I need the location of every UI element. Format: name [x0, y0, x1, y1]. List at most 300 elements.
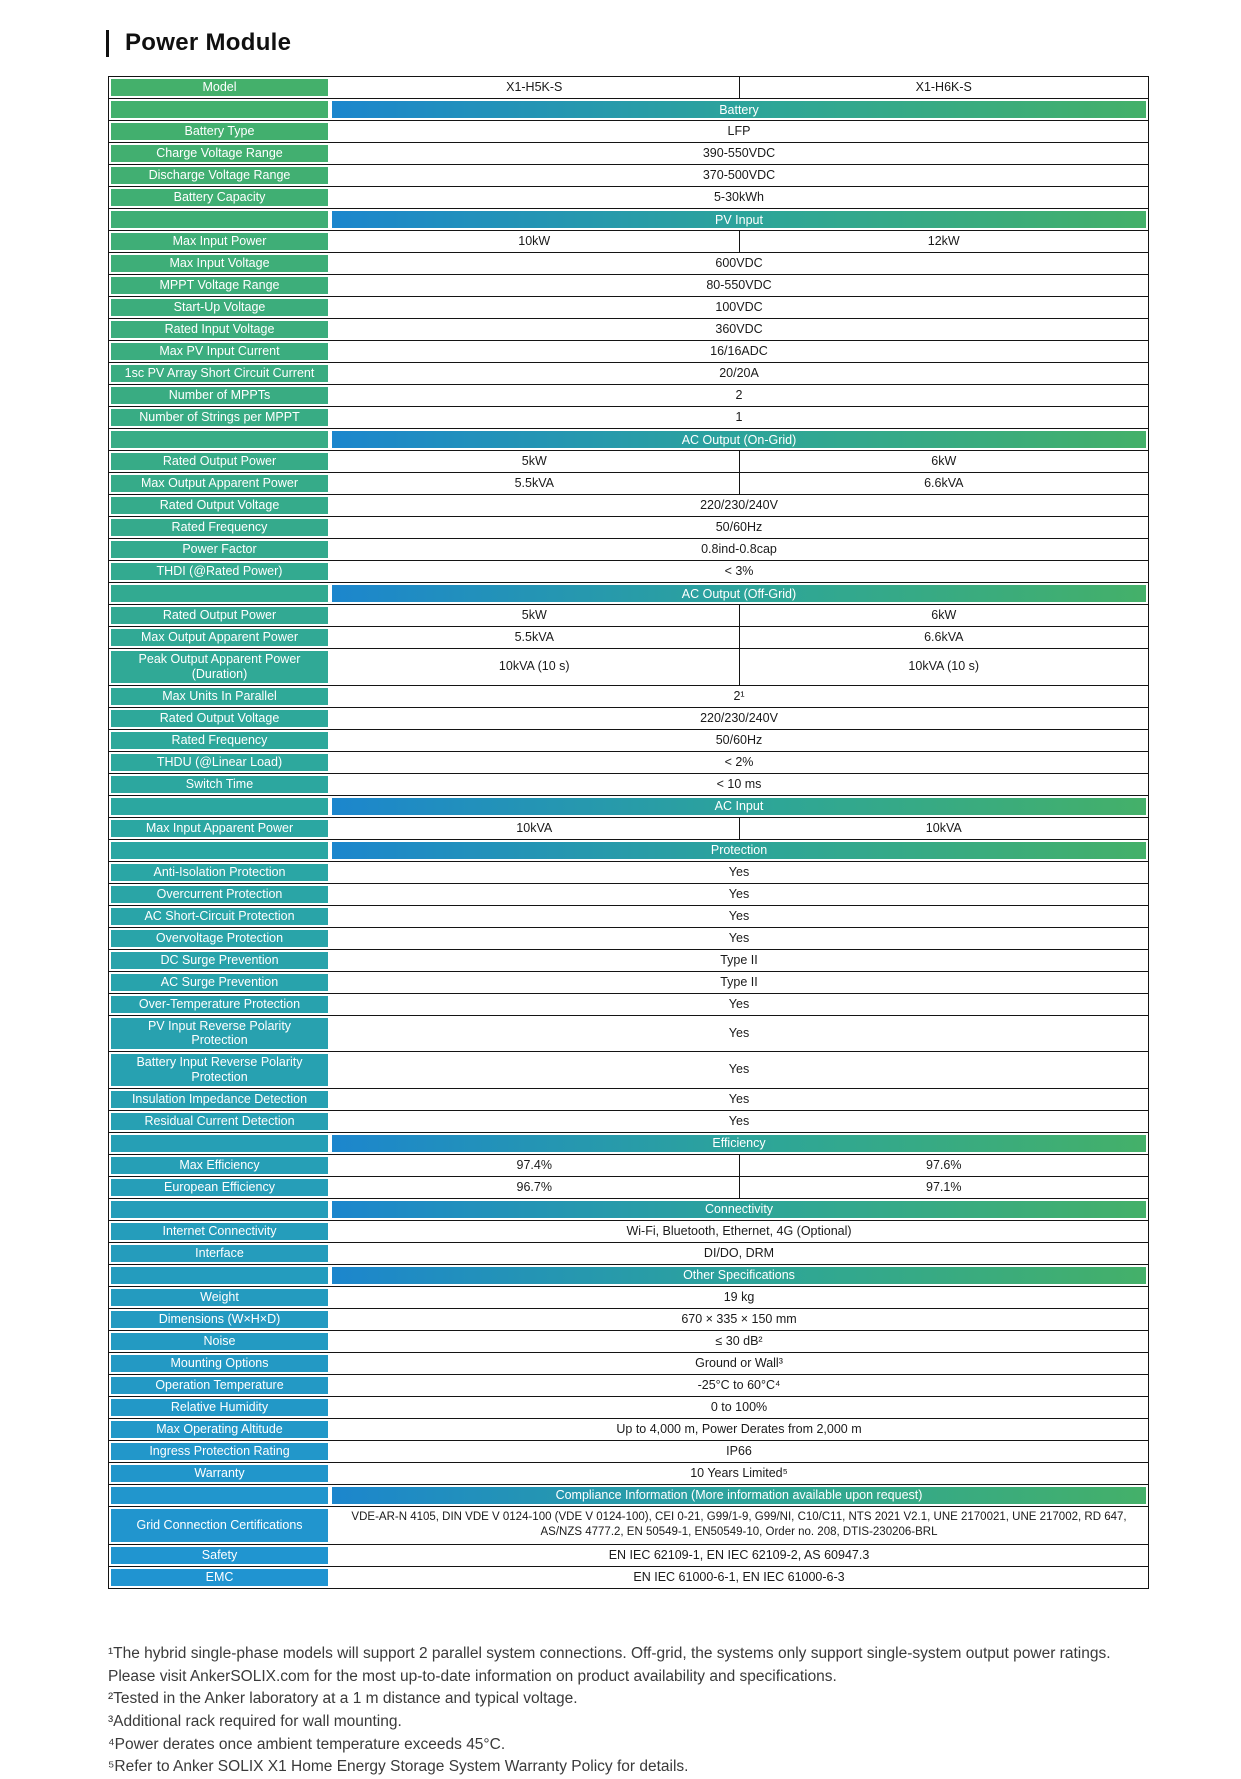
- row-values: [330, 1419, 1148, 1440]
- row-label-cell: [109, 539, 330, 560]
- row-values: [330, 605, 1148, 626]
- row-label: Max Output Apparent Power: [111, 629, 328, 646]
- spec-row: [109, 143, 1148, 165]
- section-header-cell: [330, 1199, 1148, 1220]
- row-values: [330, 1221, 1148, 1242]
- row-label-cell: [109, 1507, 330, 1544]
- row-label: Anti-Isolation Protection: [111, 864, 328, 881]
- row-label-cell: [109, 121, 330, 142]
- row-values: [330, 752, 1148, 773]
- spec-row: [109, 1545, 1148, 1567]
- row-values: [330, 1111, 1148, 1132]
- spec-row: [109, 1177, 1148, 1199]
- spec-value-col2: 10kVA (10 s): [739, 649, 1149, 685]
- section-title: AC Input: [332, 798, 1146, 815]
- spec-row: [109, 752, 1148, 774]
- row-values: [330, 1287, 1148, 1308]
- row-label-cell: [109, 77, 330, 98]
- row-label: Power Factor: [111, 541, 328, 558]
- spec-row: [109, 165, 1148, 187]
- spec-row: [109, 231, 1148, 253]
- spec-row: [109, 928, 1148, 950]
- row-label-cell: [109, 143, 330, 164]
- row-values: [330, 1016, 1148, 1052]
- spec-value: Wi-Fi, Bluetooth, Ethernet, 4G (Optional): [626, 1223, 852, 1238]
- row-values: [330, 1375, 1148, 1396]
- row-values: [330, 950, 1148, 971]
- row-label-cell: [109, 165, 330, 186]
- row-values: [330, 1545, 1148, 1566]
- spec-row: [109, 686, 1148, 708]
- spec-row: [109, 1089, 1148, 1111]
- row-label-cell: [109, 627, 330, 648]
- row-values: [330, 473, 1148, 494]
- section-header-cell: [330, 209, 1148, 230]
- row-label-cell: [109, 1567, 330, 1588]
- spec-value: EN IEC 61000-6-1, EN IEC 61000-6-3: [633, 1569, 845, 1584]
- row-label-cell: [109, 1243, 330, 1264]
- row-values: [330, 583, 1148, 604]
- row-label: Max Units In Parallel: [111, 688, 328, 705]
- row-values: [330, 928, 1148, 949]
- row-values: [330, 407, 1148, 428]
- spec-row: [109, 972, 1148, 994]
- row-label: Ingress Protection Rating: [111, 1443, 328, 1460]
- row-values: [330, 517, 1148, 538]
- row-label: Rated Frequency: [111, 519, 328, 536]
- row-label: Max Input Apparent Power: [111, 820, 328, 837]
- spec-value: 80-550VDC: [706, 278, 772, 292]
- row-label-cell: [109, 994, 330, 1015]
- row-label: [111, 585, 328, 602]
- row-values: [330, 77, 1148, 98]
- section-header-cell: [330, 1265, 1148, 1286]
- row-values: [330, 1441, 1148, 1462]
- row-label: Interface: [111, 1245, 328, 1262]
- title-accent-bar: [106, 30, 109, 57]
- spec-row: [109, 407, 1148, 429]
- row-label-cell: [109, 407, 330, 428]
- spec-table: [108, 76, 1149, 1589]
- row-label: Max Input Voltage: [111, 255, 328, 272]
- row-label-cell: [109, 1221, 330, 1242]
- footnotes: [108, 1643, 1156, 1779]
- spec-value: Yes: [728, 886, 750, 901]
- spec-value-col2: 97.6%: [739, 1155, 1149, 1176]
- spec-value: 2¹: [733, 688, 745, 703]
- spec-row: [109, 1331, 1148, 1353]
- row-label: Start-Up Voltage: [111, 299, 328, 316]
- row-values: [330, 1507, 1148, 1544]
- spec-value: Ground or Wall³: [695, 1355, 783, 1370]
- spec-value: < 2%: [724, 754, 754, 769]
- spec-row: [109, 1111, 1148, 1133]
- spec-row: [109, 1375, 1148, 1397]
- row-label: Number of Strings per MPPT: [111, 409, 328, 426]
- row-label: Noise: [111, 1333, 328, 1350]
- row-values: [330, 906, 1148, 927]
- spec-value: 220/230/240V: [700, 498, 778, 512]
- row-label-cell: [109, 429, 330, 450]
- row-label: MPPT Voltage Range: [111, 277, 328, 294]
- spec-value-col1: 96.7%: [516, 1179, 552, 1194]
- row-label-cell: [109, 605, 330, 626]
- row-values: [330, 1331, 1148, 1352]
- row-values: [330, 451, 1148, 472]
- row-label-cell: [109, 972, 330, 993]
- spec-value: 370-500VDC: [702, 168, 776, 182]
- spec-row: [109, 1287, 1148, 1309]
- row-label: AC Surge Prevention: [111, 974, 328, 991]
- row-label-cell: [109, 517, 330, 538]
- row-label-cell: [109, 906, 330, 927]
- row-label-cell: [109, 583, 330, 604]
- row-values: [330, 275, 1148, 296]
- spec-row: [109, 253, 1148, 275]
- spec-value: LFP: [727, 124, 751, 138]
- row-label: Rated Output Power: [111, 453, 328, 470]
- spec-value: 390-550VDC: [702, 146, 776, 160]
- spec-value-col2: 6.6kVA: [739, 473, 1149, 494]
- footnote-item: ³Additional rack required for wall mounting.: [108, 1712, 402, 1730]
- row-values: [330, 1199, 1148, 1220]
- row-label-cell: [109, 341, 330, 362]
- row-label-cell: [109, 708, 330, 729]
- spec-row: [109, 121, 1148, 143]
- row-label: European Efficiency: [111, 1179, 328, 1196]
- spec-value: Yes: [728, 908, 750, 923]
- row-label-cell: [109, 187, 330, 208]
- row-label: Battery Type: [111, 123, 328, 140]
- row-values: [330, 774, 1148, 795]
- section-row: [109, 1133, 1148, 1155]
- spec-value: 20/20A: [719, 366, 759, 380]
- section-title: AC Output (Off-Grid): [332, 585, 1146, 602]
- row-label: Number of MPPTs: [111, 387, 328, 404]
- spec-value: Yes: [728, 996, 750, 1011]
- row-label-cell: [109, 796, 330, 817]
- row-values: [330, 1309, 1148, 1330]
- row-values: [330, 1265, 1148, 1286]
- spec-row: [109, 517, 1148, 539]
- section-row: [109, 429, 1148, 451]
- row-label: [111, 798, 328, 815]
- spec-row: [109, 275, 1148, 297]
- row-values: [330, 1397, 1148, 1418]
- row-values: [330, 972, 1148, 993]
- row-values: [330, 319, 1148, 340]
- spec-value-col2: 6kW: [739, 451, 1149, 472]
- row-label: [111, 101, 328, 118]
- row-values: [330, 686, 1148, 707]
- row-values: [330, 539, 1148, 560]
- row-label: Battery Input Reverse Polarity Protection: [111, 1054, 328, 1086]
- row-label-cell: [109, 1177, 330, 1198]
- spec-row: [109, 818, 1148, 840]
- section-row: [109, 209, 1148, 231]
- footnote-item: ⁴Power derates once ambient temperature exceeds 45°C.: [108, 1735, 506, 1753]
- spec-value-col1: 5kW: [521, 608, 547, 622]
- row-label: Over-Temperature Protection: [111, 996, 328, 1013]
- spec-value-col2: 6kW: [739, 605, 1149, 626]
- spec-value-col2: 97.1%: [739, 1177, 1149, 1198]
- row-label-cell: [109, 1199, 330, 1220]
- row-label: Insulation Impedance Detection: [111, 1091, 328, 1108]
- spec-row: [109, 1567, 1148, 1588]
- row-label-cell: [109, 730, 330, 751]
- row-label: Residual Current Detection: [111, 1113, 328, 1130]
- spec-value: Up to 4,000 m, Power Derates from 2,000 m: [616, 1421, 862, 1436]
- row-label: Charge Voltage Range: [111, 145, 328, 162]
- row-label-cell: [109, 1265, 330, 1286]
- row-label: Rated Output Voltage: [111, 497, 328, 514]
- spec-value: 0.8ind-0.8cap: [701, 542, 777, 556]
- row-label-cell: [109, 99, 330, 120]
- spec-row: [109, 495, 1148, 517]
- footnote-item: ¹The hybrid single-phase models will support 2 parallel system connections. Off-grid, the systems only support single-system output power ratings. Please visit AnkerSOLIX.com for the most up-to-date information on product availability and specifications.: [108, 1645, 1111, 1685]
- row-label: Overcurrent Protection: [111, 886, 328, 903]
- spec-value-col2: 12kW: [739, 231, 1149, 252]
- section-title: Protection: [332, 842, 1146, 859]
- spec-value: 0 to 100%: [710, 1399, 768, 1414]
- row-values: [330, 1463, 1148, 1484]
- row-label-cell: [109, 649, 330, 685]
- row-label: Rated Output Power: [111, 607, 328, 624]
- row-label-cell: [109, 473, 330, 494]
- spec-value: Yes: [728, 864, 750, 879]
- spec-value: 2: [735, 388, 743, 402]
- spec-value: IP66: [726, 1443, 752, 1458]
- spec-value: DI/DO, DRM: [703, 1245, 775, 1260]
- row-label: Warranty: [111, 1465, 328, 1482]
- row-values: [330, 231, 1148, 252]
- section-row: [109, 1265, 1148, 1287]
- row-label-cell: [109, 1485, 330, 1506]
- row-label: Switch Time: [111, 776, 328, 793]
- row-values: [330, 1567, 1148, 1588]
- row-values: [330, 495, 1148, 516]
- spec-row: [109, 297, 1148, 319]
- spec-row: [109, 385, 1148, 407]
- spec-row: [109, 1155, 1148, 1177]
- spec-row: [109, 627, 1148, 649]
- spec-row: [109, 77, 1148, 99]
- row-values: [330, 649, 1148, 685]
- spec-row: [109, 187, 1148, 209]
- row-values: [330, 341, 1148, 362]
- spec-row: [109, 730, 1148, 752]
- spec-row: [109, 1507, 1148, 1545]
- section-header-cell: [330, 1485, 1148, 1506]
- spec-value-col1: X1-H5K-S: [506, 80, 563, 94]
- spec-row: [109, 605, 1148, 627]
- spec-row: [109, 649, 1148, 686]
- section-title: AC Output (On-Grid): [332, 431, 1146, 448]
- spec-row: [109, 539, 1148, 561]
- row-label-cell: [109, 297, 330, 318]
- row-label-cell: [109, 363, 330, 384]
- row-label: Battery Capacity: [111, 189, 328, 206]
- row-label-cell: [109, 253, 330, 274]
- spec-row: [109, 906, 1148, 928]
- row-label: Overvoltage Protection: [111, 930, 328, 947]
- spec-value-col2: 6.6kVA: [739, 627, 1149, 648]
- row-values: [330, 429, 1148, 450]
- section-row: [109, 840, 1148, 862]
- row-values: [330, 708, 1148, 729]
- footnote-item: ²Tested in the Anker laboratory at a 1 m distance and typical voltage.: [108, 1690, 578, 1708]
- row-values: [330, 994, 1148, 1015]
- spec-row: [109, 473, 1148, 495]
- spec-row: [109, 1463, 1148, 1485]
- page-title: Power Module: [125, 29, 292, 56]
- spec-row: [109, 561, 1148, 583]
- spec-value-col1: 5.5kVA: [514, 630, 554, 644]
- spec-value: VDE-AR-N 4105, DIN VDE V 0124-100 (VDE V 0124-100), CEI 0-21, G99/1-9, G99/NI, C10/C11, NTS 2021 V2.1, UNE 2170021, UNE 217002, RD 647, AS/NZS 4777.2, EN 50549-1, EN50549-10, Order no. 208, DTIS-230206-BRL: [351, 1510, 1127, 1539]
- section-title: PV Input: [332, 211, 1146, 228]
- section-header-cell: [330, 840, 1148, 861]
- row-label: Dimensions (W×H×D): [111, 1311, 328, 1328]
- spec-value: 10 Years Limited⁵: [690, 1465, 788, 1480]
- section-row: [109, 1485, 1148, 1507]
- row-label-cell: [109, 1419, 330, 1440]
- spec-value-col1: 5kW: [521, 454, 547, 468]
- row-label-cell: [109, 1052, 330, 1088]
- row-label-cell: [109, 1397, 330, 1418]
- spec-row: [109, 862, 1148, 884]
- section-header-cell: [330, 99, 1148, 120]
- row-values: [330, 121, 1148, 142]
- row-label: [111, 1487, 328, 1504]
- spec-value-col1: 10kVA (10 s): [498, 659, 570, 674]
- row-values: [330, 1243, 1148, 1264]
- spec-value: EN IEC 62109-1, EN IEC 62109-2, AS 60947.3: [608, 1547, 870, 1562]
- spec-value: 16/16ADC: [710, 344, 768, 358]
- row-values: [330, 143, 1148, 164]
- spec-value: 5-30kWh: [713, 190, 765, 204]
- spec-row: [109, 1353, 1148, 1375]
- section-header-cell: [330, 1133, 1148, 1154]
- spec-value: Type II: [720, 974, 758, 989]
- section-row: [109, 583, 1148, 605]
- spec-row: [109, 319, 1148, 341]
- row-label-cell: [109, 1089, 330, 1110]
- row-label-cell: [109, 319, 330, 340]
- row-label-cell: [109, 1545, 330, 1566]
- section-title: Other Specifications: [332, 1267, 1146, 1284]
- spec-value: 1: [735, 410, 743, 424]
- spec-value: < 3%: [724, 564, 754, 578]
- spec-value: ≤ 30 dB²: [715, 1333, 763, 1348]
- spec-value-col1: 10kVA: [516, 820, 553, 835]
- row-values: [330, 363, 1148, 384]
- spec-row: [109, 363, 1148, 385]
- row-label: Max Operating Altitude: [111, 1421, 328, 1438]
- spec-value-col1: 10kW: [518, 234, 551, 248]
- row-label-cell: [109, 275, 330, 296]
- row-label-cell: [109, 686, 330, 707]
- section-row: [109, 1199, 1148, 1221]
- row-values: [330, 1089, 1148, 1110]
- row-label: [111, 211, 328, 228]
- row-label: Operation Temperature: [111, 1377, 328, 1394]
- spec-value: 100VDC: [715, 300, 763, 314]
- row-label-cell: [109, 862, 330, 883]
- spec-value: 670 × 335 × 150 mm: [681, 1311, 797, 1326]
- spec-value: Yes: [728, 930, 750, 945]
- row-label-cell: [109, 1353, 330, 1374]
- row-label-cell: [109, 884, 330, 905]
- spec-row: [109, 1243, 1148, 1265]
- row-label: DC Surge Prevention: [111, 952, 328, 969]
- row-values: [330, 1133, 1148, 1154]
- row-values: [330, 730, 1148, 751]
- row-label: THDI (@Rated Power): [111, 563, 328, 580]
- spec-row: [109, 1052, 1148, 1089]
- row-values: [330, 840, 1148, 861]
- spec-row: [109, 451, 1148, 473]
- section-row: [109, 796, 1148, 818]
- row-label: Peak Output Apparent Power (Duration): [111, 651, 328, 683]
- row-label: [111, 1201, 328, 1218]
- row-values: [330, 884, 1148, 905]
- spec-row: [109, 1309, 1148, 1331]
- row-label-cell: [109, 840, 330, 861]
- spec-value: 220/230/240V: [700, 710, 778, 725]
- row-values: [330, 1485, 1148, 1506]
- section-header-cell: [330, 796, 1148, 817]
- row-values: [330, 99, 1148, 120]
- spec-value: Type II: [720, 952, 758, 967]
- spec-row: [109, 1397, 1148, 1419]
- row-label: Relative Humidity: [111, 1399, 328, 1416]
- row-label: Rated Output Voltage: [111, 710, 328, 727]
- section-title: Compliance Information (More information available upon request): [332, 1487, 1146, 1504]
- row-label: Safety: [111, 1547, 328, 1564]
- section-header-cell: [330, 583, 1148, 604]
- row-label-cell: [109, 385, 330, 406]
- spec-value: Yes: [728, 1113, 750, 1128]
- row-label-cell: [109, 1155, 330, 1176]
- row-label-cell: [109, 1331, 330, 1352]
- row-label-cell: [109, 928, 330, 949]
- row-values: [330, 385, 1148, 406]
- row-label-cell: [109, 1111, 330, 1132]
- row-label: PV Input Reverse Polarity Protection: [111, 1018, 328, 1050]
- row-label: Rated Input Voltage: [111, 321, 328, 338]
- row-label: Max Output Apparent Power: [111, 475, 328, 492]
- spec-value: 360VDC: [715, 322, 763, 336]
- row-values: [330, 297, 1148, 318]
- row-label: THDU (@Linear Load): [111, 754, 328, 771]
- footnote-item: ⁵Refer to Anker SOLIX X1 Home Energy Storage System Warranty Policy for details.: [108, 1758, 689, 1776]
- row-label: Max Efficiency: [111, 1157, 328, 1174]
- row-label-cell: [109, 950, 330, 971]
- row-values: [330, 1052, 1148, 1088]
- page-title-row: [106, 29, 291, 57]
- spec-value: Yes: [728, 1025, 750, 1040]
- row-values: [330, 862, 1148, 883]
- spec-value: 19 kg: [723, 1289, 755, 1304]
- section-title: Battery: [332, 101, 1146, 118]
- row-values: [330, 165, 1148, 186]
- spec-row: [109, 884, 1148, 906]
- spec-value: 50/60Hz: [715, 520, 763, 534]
- row-label-cell: [109, 818, 330, 839]
- row-label-cell: [109, 451, 330, 472]
- row-values: [330, 187, 1148, 208]
- row-label: AC Short-Circuit Protection: [111, 908, 328, 925]
